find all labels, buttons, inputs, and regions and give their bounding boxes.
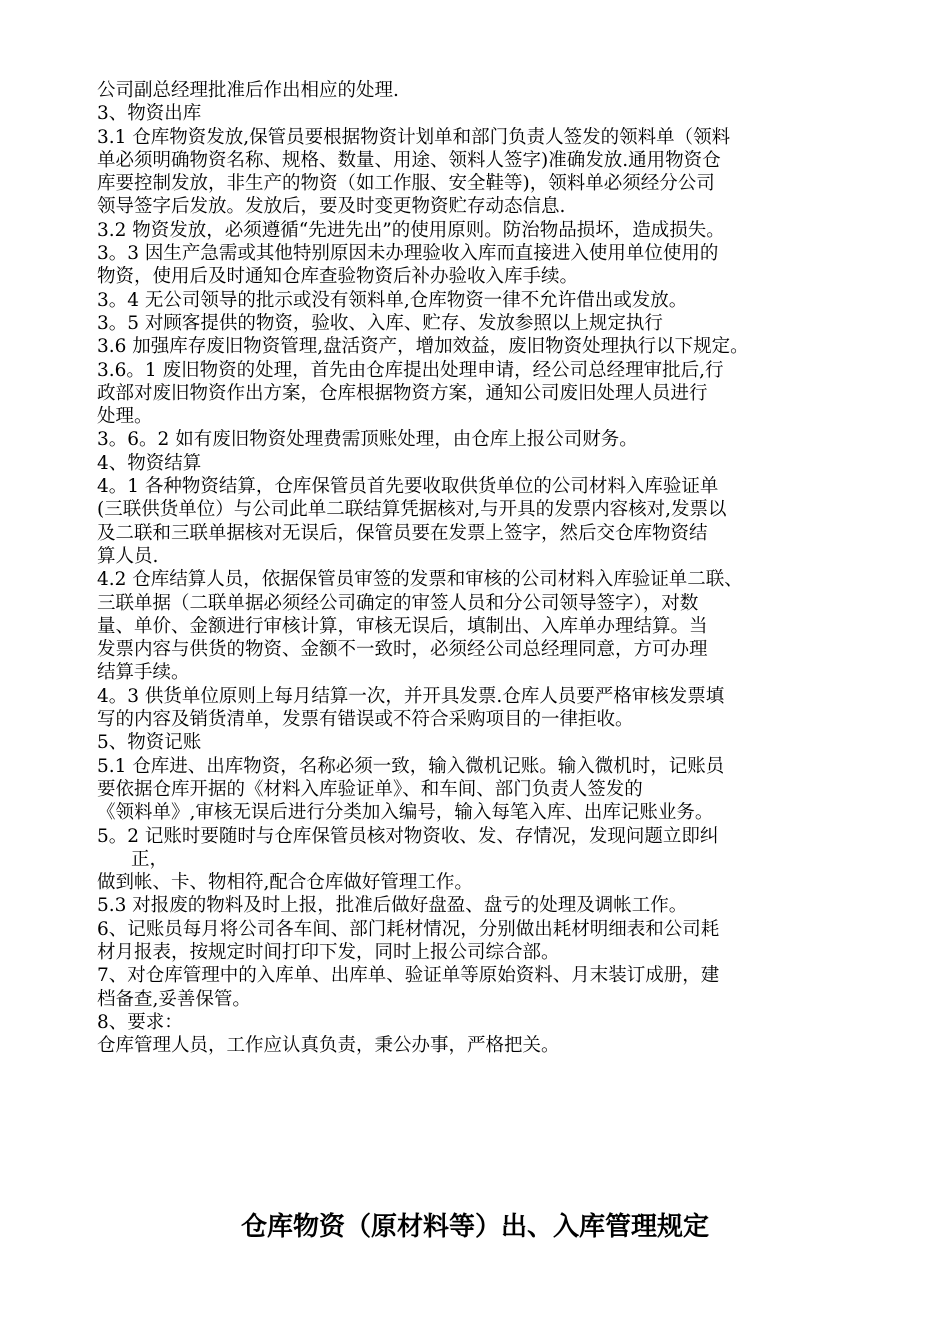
text-line: 量、单价、金额进行审核计算，审核无误后，填制出、入库单办理结算。当 xyxy=(97,615,708,637)
text-line: 物资，使用后及时通知仓库查验物资后补办验收入库手续。 xyxy=(97,266,579,288)
section-heading: 8、要求： xyxy=(97,1011,183,1033)
text-line: (三联供货单位）与公司此单二联结算凭据核对,与开具的发票内容核对,发票以 xyxy=(97,499,727,521)
text-line: 材月报表，按规定时间打印下发，同时上报公司综合部。 xyxy=(97,941,560,963)
text-line: 《领料单》,审核无误后进行分类加入编号，输入每笔入库、出库记账业务。 xyxy=(97,802,714,824)
text-line: 结算手续。 xyxy=(97,662,190,684)
text-line: 7、对仓库管理中的入库单、出库单、验证单等原始资料、月末装订成册，建 xyxy=(97,965,720,987)
text-line: 处理。 xyxy=(97,406,153,428)
text-line: 3。3 因生产急需或其他特别原因未办理验收入库而直接进入使用单位使用的 xyxy=(97,243,719,265)
text-line: 及二联和三联单据核对无误后，保管员要在发票上签字，然后交仓库物资结 xyxy=(97,522,708,544)
text-line: 做到帐、卡、物相符,配合仓库做好管理工作。 xyxy=(97,872,473,894)
text-line: 4。3 供货单位原则上每月结算一次，并开具发票.仓库人员要严格审核发票填 xyxy=(97,685,725,707)
text-line: 写的内容及销货清单，发票有错误或不符合采购项目的一律拒收。 xyxy=(97,709,634,731)
text-line: 6、记账员每月将公司各车间、部门耗材情况，分别做出耗材明细表和公司耗 xyxy=(97,918,720,940)
text-line: 要依据仓库开据的《材料入库验证单》、和车间、部门负责人签发的 xyxy=(97,778,643,800)
text-line: 三联单据（二联单据必须经公司确定的审签人员和分公司领导签字），对数 xyxy=(97,592,699,614)
text-line: 3.2 物资发放，必须遵循“先进先出”的使用原则。防治物品损坏，造成损失。 xyxy=(97,219,725,241)
text-line: 公司副总经理批准后作出相应的处理. xyxy=(97,80,399,101)
document-title: 仓库物资（原材料等）出、入库管理规定 xyxy=(240,1212,709,1242)
text-line: 4。1 各种物资结算，仓库保管员首先要收取供货单位的公司材料入库验证单 xyxy=(97,476,719,498)
text-line: 3.6。1 废旧物资的处理，首先由仓库提出处理申请，经公司总经理审批后,行 xyxy=(97,359,724,381)
text-line: 4.2 仓库结算人员，依据保管员审签的发票和审核的公司材料入库验证单二联、 xyxy=(97,569,743,591)
text-line: 政部对废旧物资作出方案，仓库根据物资方案，通知公司废旧处理人员进行 xyxy=(97,382,708,404)
text-line: 库要控制发放，非生产的物资（如工作服、安全鞋等)，领料单必须经分公司 xyxy=(97,173,715,195)
text-line: 3。4 无公司领导的批示或没有领料单,仓库物资一律不允许借出或发放。 xyxy=(97,289,688,311)
text-line: 单必须明确物资名称、规格、数量、用途、领料人签字)准确发放.通用物资仓 xyxy=(97,149,721,171)
text-line: 仓库管理人员，工作应认真负责，秉公办事，严格把关。 xyxy=(97,1035,560,1057)
text-line: 3。6。2 如有废旧物资处理费需顶账处理，由仓库上报公司财务。 xyxy=(97,429,638,451)
text-line: 3。5 对顾客提供的物资，验收、入库、贮存、发放参照以上规定执行 xyxy=(97,312,663,334)
text-line: 档备查,妥善保管。 xyxy=(97,988,251,1010)
text-line: 算人员. xyxy=(97,545,159,567)
section-heading: 3、物资出库 xyxy=(97,103,202,125)
text-line: 5。2 记账时要随时与仓库保管员核对物资收、发、存情况，发现问题立即纠 xyxy=(97,825,719,847)
text-line: 3.6 加强库存废旧物资管理,盘活资产，增加效益，废旧物资处理执行以下规定。 xyxy=(97,336,749,358)
text-line: 领导签字后发放。发放后，要及时变更物资贮存动态信息. xyxy=(97,196,566,218)
section-heading: 4、物资结算 xyxy=(97,452,202,474)
section-heading: 5、物资记账 xyxy=(97,732,202,754)
text-line: 5.1 仓库进、出库物资，名称必须一致，输入微机记账。输入微机时，记账员 xyxy=(97,755,725,777)
text-line: 5.3 对报废的物料及时上报，批准后做好盘盈、盘亏的处理及调帐工作。 xyxy=(97,895,688,917)
text-line: 正， xyxy=(131,848,169,870)
document-body xyxy=(97,79,872,1057)
text-line: 发票内容与供货的物资、金额不一致时，必须经公司总经理同意，方可办理 xyxy=(97,639,708,661)
text-line: 3.1 仓库物资发放,保管员要根据物资计划单和部门负责人签发的领料单（领料 xyxy=(97,126,731,148)
